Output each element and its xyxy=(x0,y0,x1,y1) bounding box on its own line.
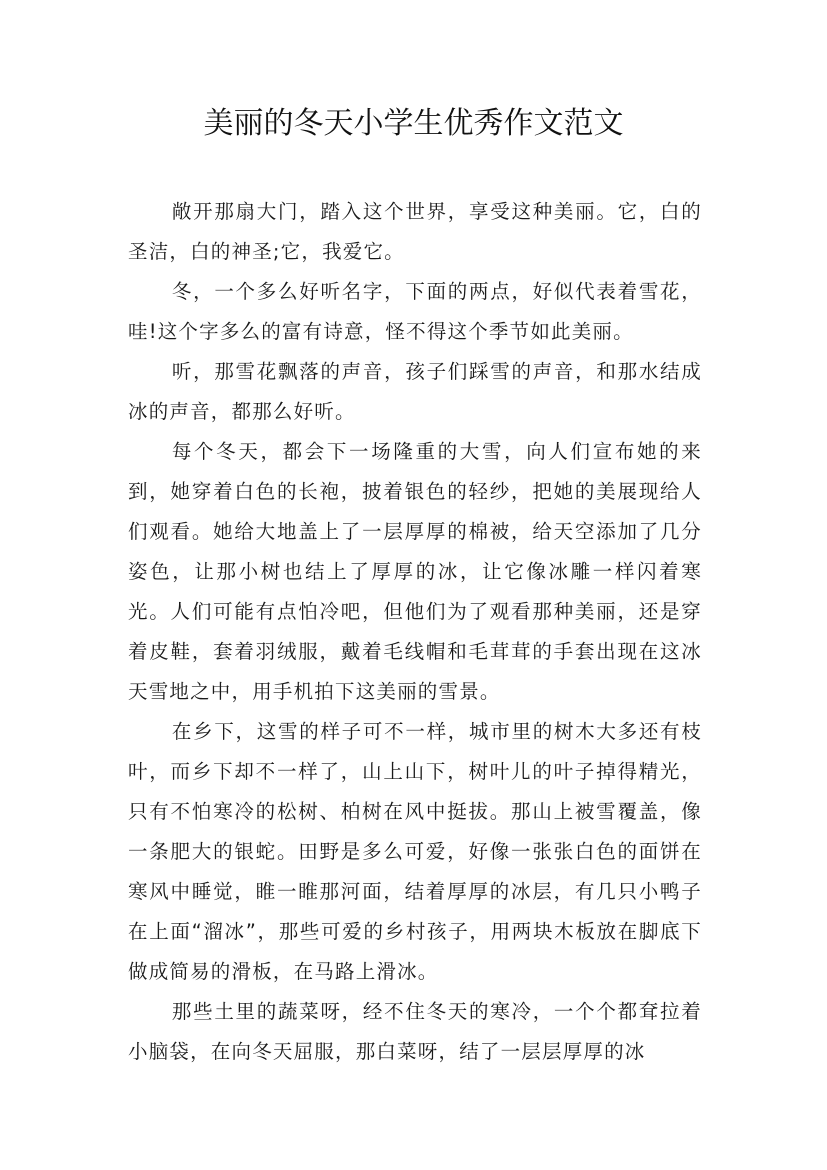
paragraph-4: 每个冬天，都会下一场隆重的大雪，向人们宣布她的来到，她穿着白色的长袍，披着银色的轻纱，把她的美展现给人们观看。她给大地盖上了一层厚厚的棉被，给天空添加了几分姿色，让那小树也结上了厚厚的冰，让它像冰雕一样闪着寒光。人们可能有点怕冷吧，但他们为了观看那种美丽，还是穿着皮鞋，套着羽绒服，戴着毛线帽和毛茸茸的手套出现在这冰天雪地之中，用手机拍下这美丽的雪景。 xyxy=(128,440,702,703)
paragraph-3: 听，那雪花飘落的声音，孩子们踩雪的声音，和那水结成冰的声音，都那么好听。 xyxy=(128,360,702,423)
paragraph-5: 在乡下，这雪的样子可不一样，城市里的树木大多还有枝叶，而乡下却不一样了，山上山下，树叶儿的叶子掉得精光，只有不怕寒冷的松树、柏树在风中挺拔。那山上被雪覆盖，像一条肥大的银蛇。田野是多么可爱，好像一张张白色的面饼在寒风中睡觉，睢一睢那河面，结着厚厚的冰层，有几只小鸭子在上面“溜冰”，那些可爱的乡村孩子，用两块木板放在脚底下做成简易的滑板，在马路上滑冰。 xyxy=(128,720,702,983)
paragraph-1: 敞开那扇大门，踏入这个世界，享受这种美丽。它，白的圣洁，白的神圣;它，我爱它。 xyxy=(128,200,702,263)
paragraph-6: 那些土里的蔬菜呀，经不住冬天的寒冷，一个个都耷拉着小脑袋，在向冬天屈服，那白菜呀，结了一层层厚厚的冰 xyxy=(128,1000,702,1063)
paragraph-2: 冬，一个多么好听名字，下面的两点，好似代表着雪花，哇!这个字多么的富有诗意，怪不得这个季节如此美丽。 xyxy=(128,280,702,343)
document-body xyxy=(128,192,702,1072)
document-title: 美丽的冬天小学生优秀作文范文 xyxy=(203,106,624,141)
